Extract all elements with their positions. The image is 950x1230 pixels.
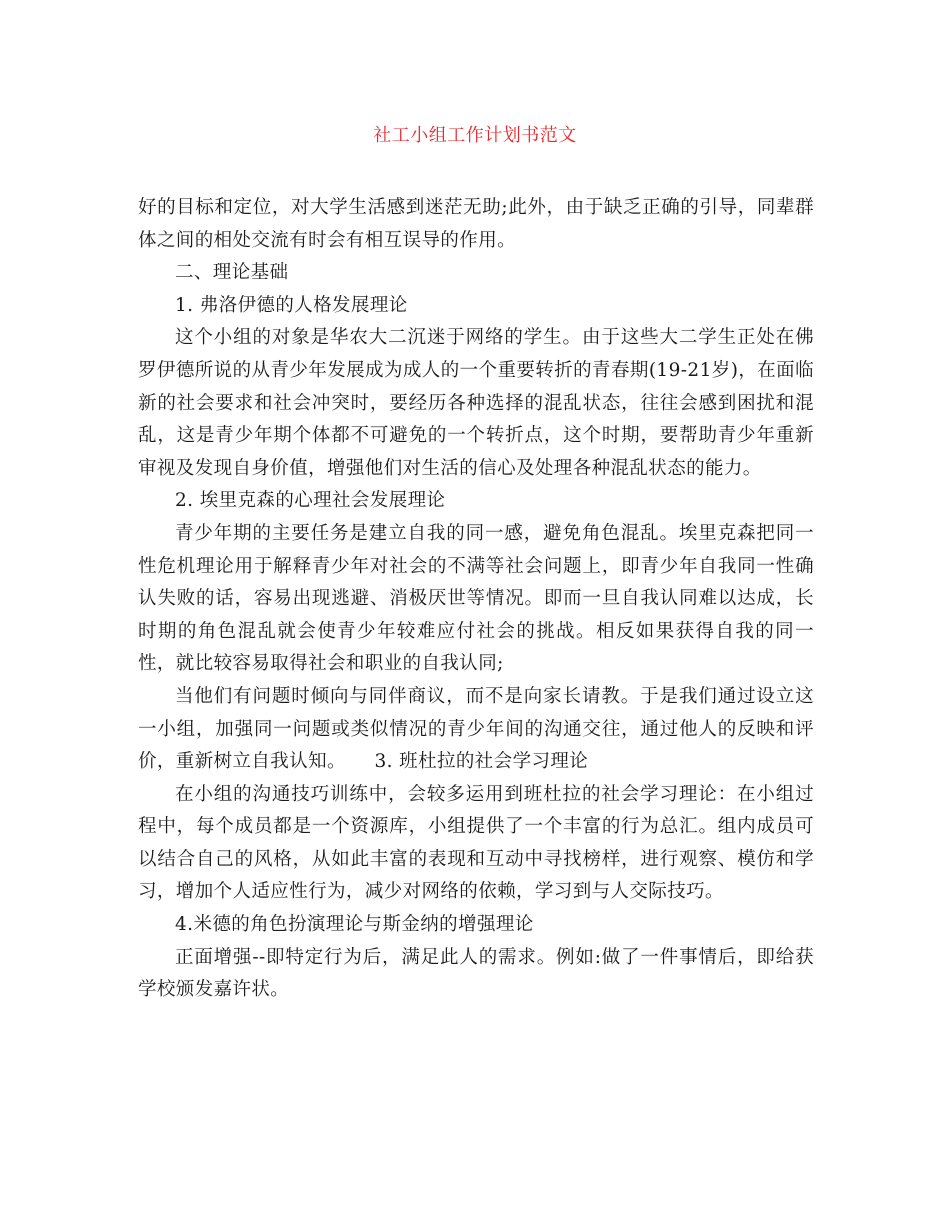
document-title: 社工小组工作计划书范文	[373, 125, 577, 146]
subheading-mead-skinner: 4.米德的角色扮演理论与斯金纳的增强理论	[175, 914, 534, 936]
section-heading-theory: 二、理论基础	[175, 262, 289, 284]
paragraph-reinforcement: 正面增强--即特定行为后，满足此人的需求。例如:做了一件事情后，即给获学校颁发嘉许状。	[138, 946, 814, 1001]
subheading-freud: 1. 弗洛伊德的人格发展理论	[175, 294, 408, 316]
paragraph-freud: 这个小组的对象是华农大二沉迷于网络的学生。由于这些大二学生正处在佛罗伊德所说的从青少年发展成为成人的一个重要转折的青春期(19-21岁)，在面临新的社会要求和社会冲突时，要经历各种选择的混乱状态，往往会感到困扰和混乱，这是青少年期个体都不可避免的一个转折点，这个时期，要帮助青少年重新审视及发现自身价值，增强他们对生活的信心及处理各种混乱状态的能力。	[138, 327, 814, 479]
paragraph-bandura: 在小组的沟通技巧训练中，会较多运用到班杜拉的社会学习理论：在小组过程中，每个成员都是一个资源库，小组提供了一个丰富的行为总汇。组内成员可以结合自己的风格，从如此丰富的表现和互动中寻找榜样，进行观察、模仿和学习，增加个人适应性行为，减少对网络的依赖，学习到与人交际技巧。	[138, 783, 814, 903]
paragraph-erikson: 青少年期的主要任务是建立自我的同一感，避免角色混乱。埃里克森把同一性危机理论用于解释青少年对社会的不满等社会问题上，即青少年自我同一性确认失败的话，容易出现逃避、消极厌世等情况。即而一旦自我认同难以达成，长时期的角色混乱就会使青少年较难应付社会的挑战。相反如果获得自我的同一性，就比较容易取得社会和职业的自我认同;	[138, 522, 814, 675]
subheading-erikson: 2. 埃里克森的心理社会发展理论	[175, 490, 446, 512]
paragraph-continuation: 好的目标和定位，对大学生活感到迷茫无助;此外，由于缺乏正确的引导，同辈群体之间的相处交流有时会有相互误导的作用。	[138, 197, 814, 251]
paragraph-peer-group: 当他们有问题时倾向与同伴商议，而不是向家长请教。于是我们通过设立这一小组，加强同一问题或类似情况的青少年间的沟通交往，通过他人的反映和评价，重新树立自我认知。 3. 班杜拉的社会学习理论	[138, 685, 814, 773]
document-body	[138, 192, 814, 1007]
